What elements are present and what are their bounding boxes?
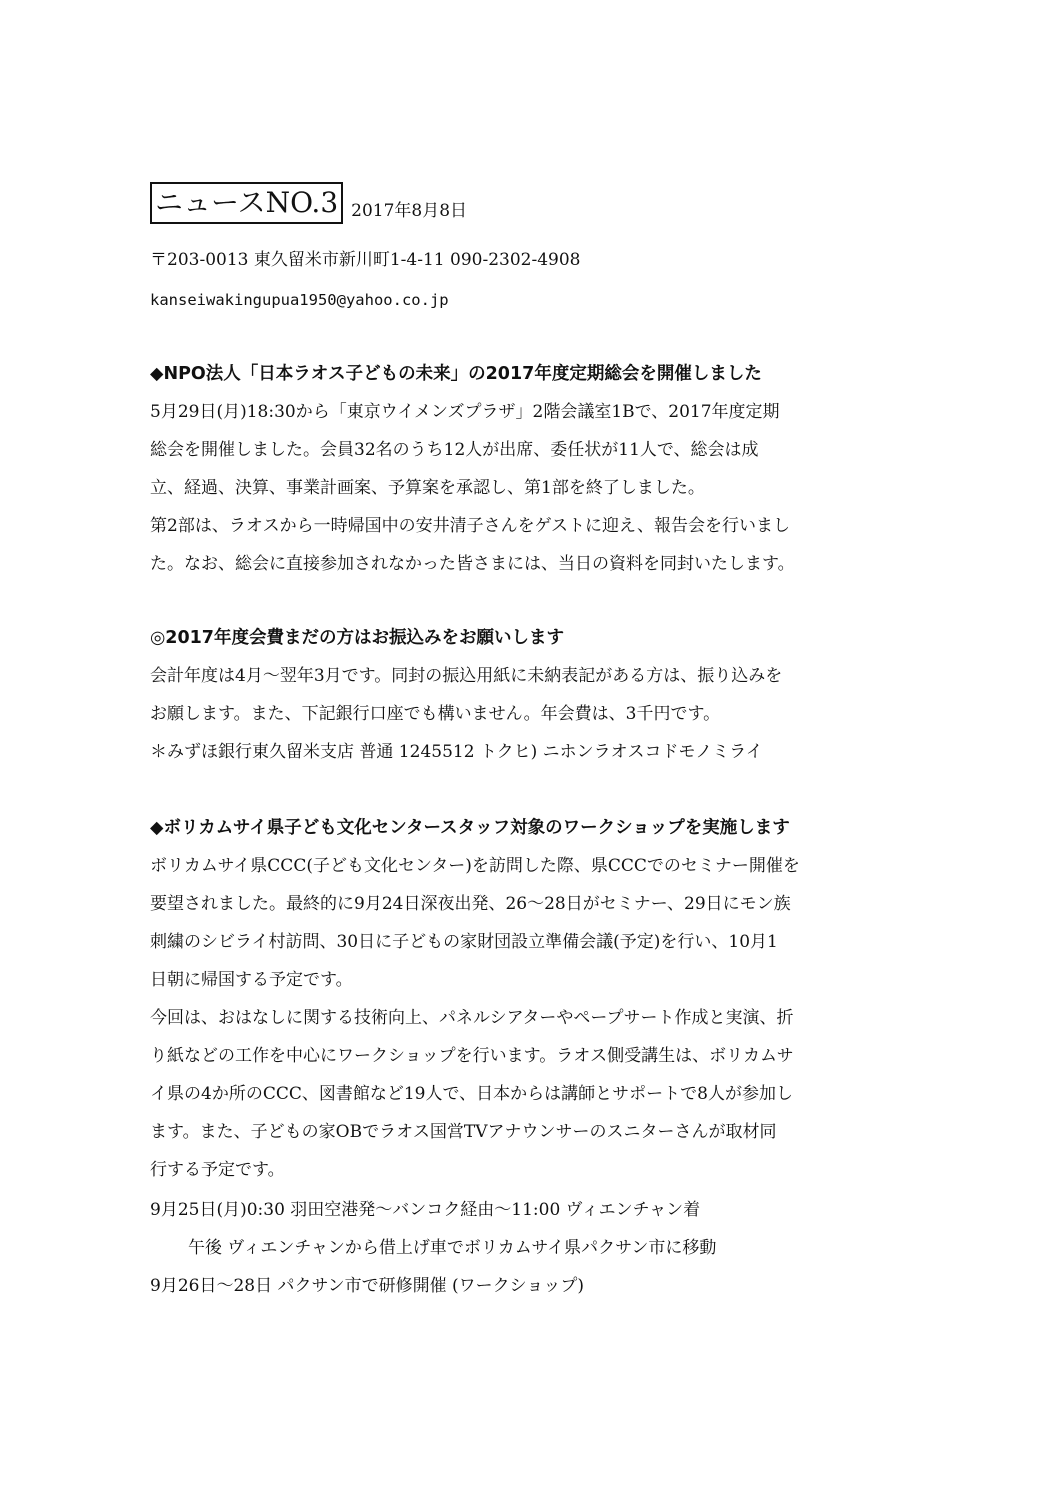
section1-line: た。なお、総会に直接参加されなかった皆さまには、当日の資料を同封いたします。 (150, 554, 795, 574)
section2-heading: ◎2017年度会費まだの方はお振込みをお願いします (150, 628, 564, 648)
section3-line: 要望されました。最終的に9月24日深夜出発、26～28日がセミナー、29日にモン族 (150, 894, 791, 914)
section3-line: 今回は、おはなしに関する技術向上、パネルシアターやペープサート作成と実演、折 (150, 1008, 794, 1028)
section1-line: 立、経過、決算、事業計画案、予算案を承認し、第1部を終了しました。 (150, 478, 705, 498)
section3-line: り紙などの工作を中心にワークショップを行います。ラオス側受講生は、ボリカムサ (150, 1046, 794, 1066)
issue-date: 2017年8月8日 (351, 201, 468, 221)
contact-email: kanseiwakingupua1950@yahoo.co.jp (150, 291, 449, 309)
section3-line: ボリカムサイ県CCC(子ども文化センター)を訪問した際、県CCCでのセミナー開催を (150, 856, 800, 876)
section3-line: 刺繍のシビライ村訪問、30日に子どもの家財団設立準備会議(予定)を行い、10月1 (150, 932, 778, 952)
contact-address: 〒203-0013 東久留米市新川町1-4-11 090-2302-4908 (150, 250, 581, 270)
section3-line: 行する予定です。 (150, 1160, 285, 1180)
newsletter-header (150, 182, 467, 224)
section1-line: 5月29日(月)18:30から「東京ウイメンズプラザ」2階会議室1Bで、2017年度定期 (150, 402, 780, 422)
section2-line: お願します。また、下記銀行口座でも構いません。年会費は、3千円です。 (150, 704, 721, 724)
section3-line: イ県の4か所のCCC、図書館など19人で、日本からは講師とサポートで8人が参加し (150, 1084, 793, 1104)
section2-line: 会計年度は4月～翌年3月です。同封の振込用紙に未納表記がある方は、振り込みを (150, 666, 783, 686)
bank-account-line: ＊みずほ銀行東久留米支店 普通 1245512 トクヒ) ニホンラオスコドモノミライ (150, 742, 763, 762)
section1-heading: ◆NPO法人「日本ラオス子どもの未来」の2017年度定期総会を開催しました (150, 364, 762, 384)
section1-line: 第2部は、ラオスから一時帰国中の安井清子さんをゲストに迎え、報告会を行いまし (150, 516, 790, 536)
news-number-box: ニュースNO.3 (150, 182, 343, 224)
section3-line: 日朝に帰国する予定です。 (150, 970, 353, 990)
schedule-item: 9月26日～28日 パクサン市で研修開催 (ワークショップ) (150, 1276, 584, 1296)
schedule-item: 午後 ヴィエンチャンから借上げ車でボリカムサイ県パクサン市に移動 (188, 1238, 717, 1258)
schedule-item: 9月25日(月)0:30 羽田空港発～バンコク経由～11:00 ヴィエンチャン着 (150, 1200, 701, 1220)
section3-heading: ◆ボリカムサイ県子ども文化センタースタッフ対象のワークショップを実施します (150, 818, 790, 838)
section1-line: 総会を開催しました。会員32名のうち12人が出席、委任状が11人で、総会は成 (150, 440, 759, 460)
section3-line: ます。また、子どもの家OBでラオス国営TVアナウンサーのスニターさんが取材同 (150, 1122, 777, 1142)
